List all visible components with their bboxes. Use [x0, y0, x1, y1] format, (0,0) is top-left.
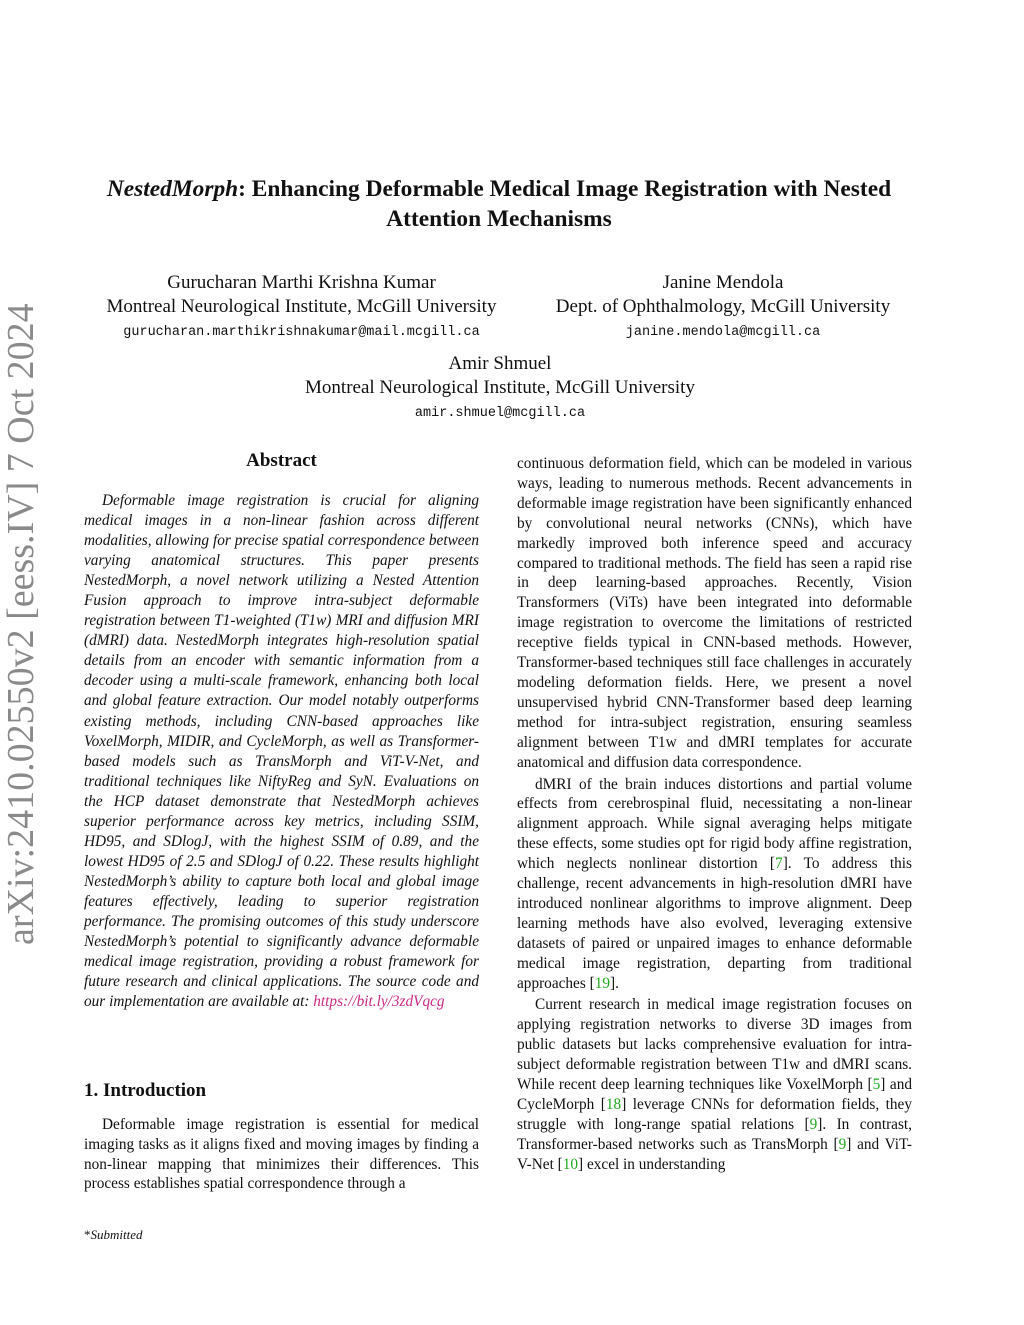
source-code-link[interactable]: https://bit.ly/3zdVqcg	[313, 993, 445, 1011]
abstract-text: Deformable image registration is crucial for aligning medical images in a non-linear fashion across different modalities, allowing for precise spatial correspondence between varying anatomical structures. This paper presents NestedMorph, a novel network utilizing a Nested Attention Fusion approach to improve intra-subject deformable registration between T1-weighted (T1w) MRI and diffusion MRI (dMRI) data. NestedMorph integrates high-resolution spatial details from an encoder with semantic information from a decoder using a multi-scale framework, enhancing both local and global feature extraction. Our model notably outperforms existing methods, including CNN-based approaches like VoxelMorph, MIDIR, and CycleMorph, as well as Transformer-based models such as TransMorph and ViT-V-Net, and traditional techniques like NiftyReg and SyN. Evaluations on the HCP dataset demonstrate that NestedMorph achieves superior performance across key metrics, including SSIM, HD95, and SDlogJ, with the highest SSIM of 0.89, and the lowest HD95 of 2.5 and SDlogJ of 0.22. These results highlight NestedMorph’s ability to capture both local and global image features effectively, leading to superior registration performance. The promising outcomes of this study underscore NestedMorph’s potential to significantly advance deformable medical image registration, providing a robust framework for future research and clinical applications. The source code and our implementation are available at:	[84, 492, 479, 1011]
author-email[interactable]: amir.shmuel@mcgill.ca	[414, 406, 586, 421]
intro-paragraph: Deformable image registration is essential for medical imaging tasks as it aligns fixed and moving images by finding a non-linear mapping that minimizes their differences. This process establishes spatial correspondence through a	[84, 1116, 479, 1193]
paper-title	[84, 174, 914, 234]
author-affiliation: Dept. of Ophthalmology, McGill University	[555, 295, 891, 317]
right-column	[517, 454, 912, 1175]
citation-link[interactable]: 19	[594, 974, 611, 992]
intro-paragraph: Current research in medical image registration focuses on applying registration networks to diverse 3D images from public datasets but lacks comprehensive evaluation for intra-subject deformable registration between T1w and dMRI scans. While recent deep learning techniques like VoxelMorph [5] and CycleMorph [18] leverage CNNs for deformation fields, they struggle with long-range spatial relations [9]. In contrast, Transformer-based networks such as TransMorph [9] and ViT-V-Net [10] excel in understanding	[517, 996, 912, 1173]
author-name: Janine Mendola	[662, 272, 784, 293]
author-block	[540, 271, 906, 348]
intro-paragraph: dMRI of the brain induces distortions and partial volume effects from cerebrospinal fluid, necessitating a non-linear alignment approach. While signal averaging helps mitigate these effects, some studies opt for rigid body affine registration, which neglects nonlinear distortion [7]. To address this challenge, recent advancements in high-resolution dMRI have introduced nonlinear algorithms to improve alignment. Deep learning methods have also evolved, leveraging extensive datasets of paired or unpaired images to enhance deformable medical image registration, departing from traditional approaches [19].	[517, 775, 912, 992]
citation-link[interactable]: 10	[562, 1155, 579, 1173]
author-block	[250, 352, 750, 429]
author-email[interactable]: janine.mendola@mcgill.ca	[625, 325, 821, 340]
abstract-heading: Abstract	[246, 450, 317, 471]
title-line1-rest: : Enhancing Deformable Medical Image Registration with Nested	[238, 176, 892, 202]
author-block	[84, 271, 519, 348]
author-affiliation: Montreal Neurological Institute, McGill University	[305, 376, 695, 398]
footnote	[84, 1227, 143, 1243]
intro-paragraph: continuous deformation field, which can be modeled in various ways, leading to numerous methods. Recent advancements in deformable image registration have been significantly enhanced by convolutional neural networks (CNNs), which have markedly improved both inference speed and accuracy compared to traditional methods. The field has seen a rapid rise in deep learning-based approaches. Recently, Vision Transformers (ViTs) have been integrated into deformable image registration to overcome the limitations of restricted receptive fields typical in CNN-based methods. However, Transformer-based techniques still face challenges in accurately modeling deformation fields. Here, we present a novel unsupervised hybrid CNN-Transformer based deep learning method for intra-subject registration, ensuring seamless alignment between T1w and dMRI templates for accurate anatomical and diffusion data correspondence.	[517, 455, 912, 771]
abstract-body	[84, 491, 479, 1012]
title-model-name: NestedMorph	[106, 176, 239, 202]
citation-link[interactable]: 9	[838, 1135, 847, 1153]
author-name: Gurucharan Marthi Krishna Kumar	[167, 272, 436, 293]
author-affiliation: Montreal Neurological Institute, McGill University	[106, 295, 497, 317]
citation-link[interactable]: 9	[809, 1115, 818, 1133]
title-line2: Attention Mechanisms	[386, 206, 612, 232]
citation-link[interactable]: 18	[605, 1096, 622, 1113]
citation-link[interactable]: 5	[872, 1076, 881, 1094]
author-email[interactable]: gurucharan.marthikrishnakumar@mail.mcgill.ca	[123, 325, 480, 340]
footnote-marker: *	[84, 1227, 91, 1242]
author-name: Amir Shmuel	[448, 353, 552, 374]
section-heading-introduction: 1. Introduction	[84, 1080, 207, 1101]
footnote-text: Submitted	[90, 1227, 143, 1242]
citation-link[interactable]: 7	[775, 855, 783, 873]
